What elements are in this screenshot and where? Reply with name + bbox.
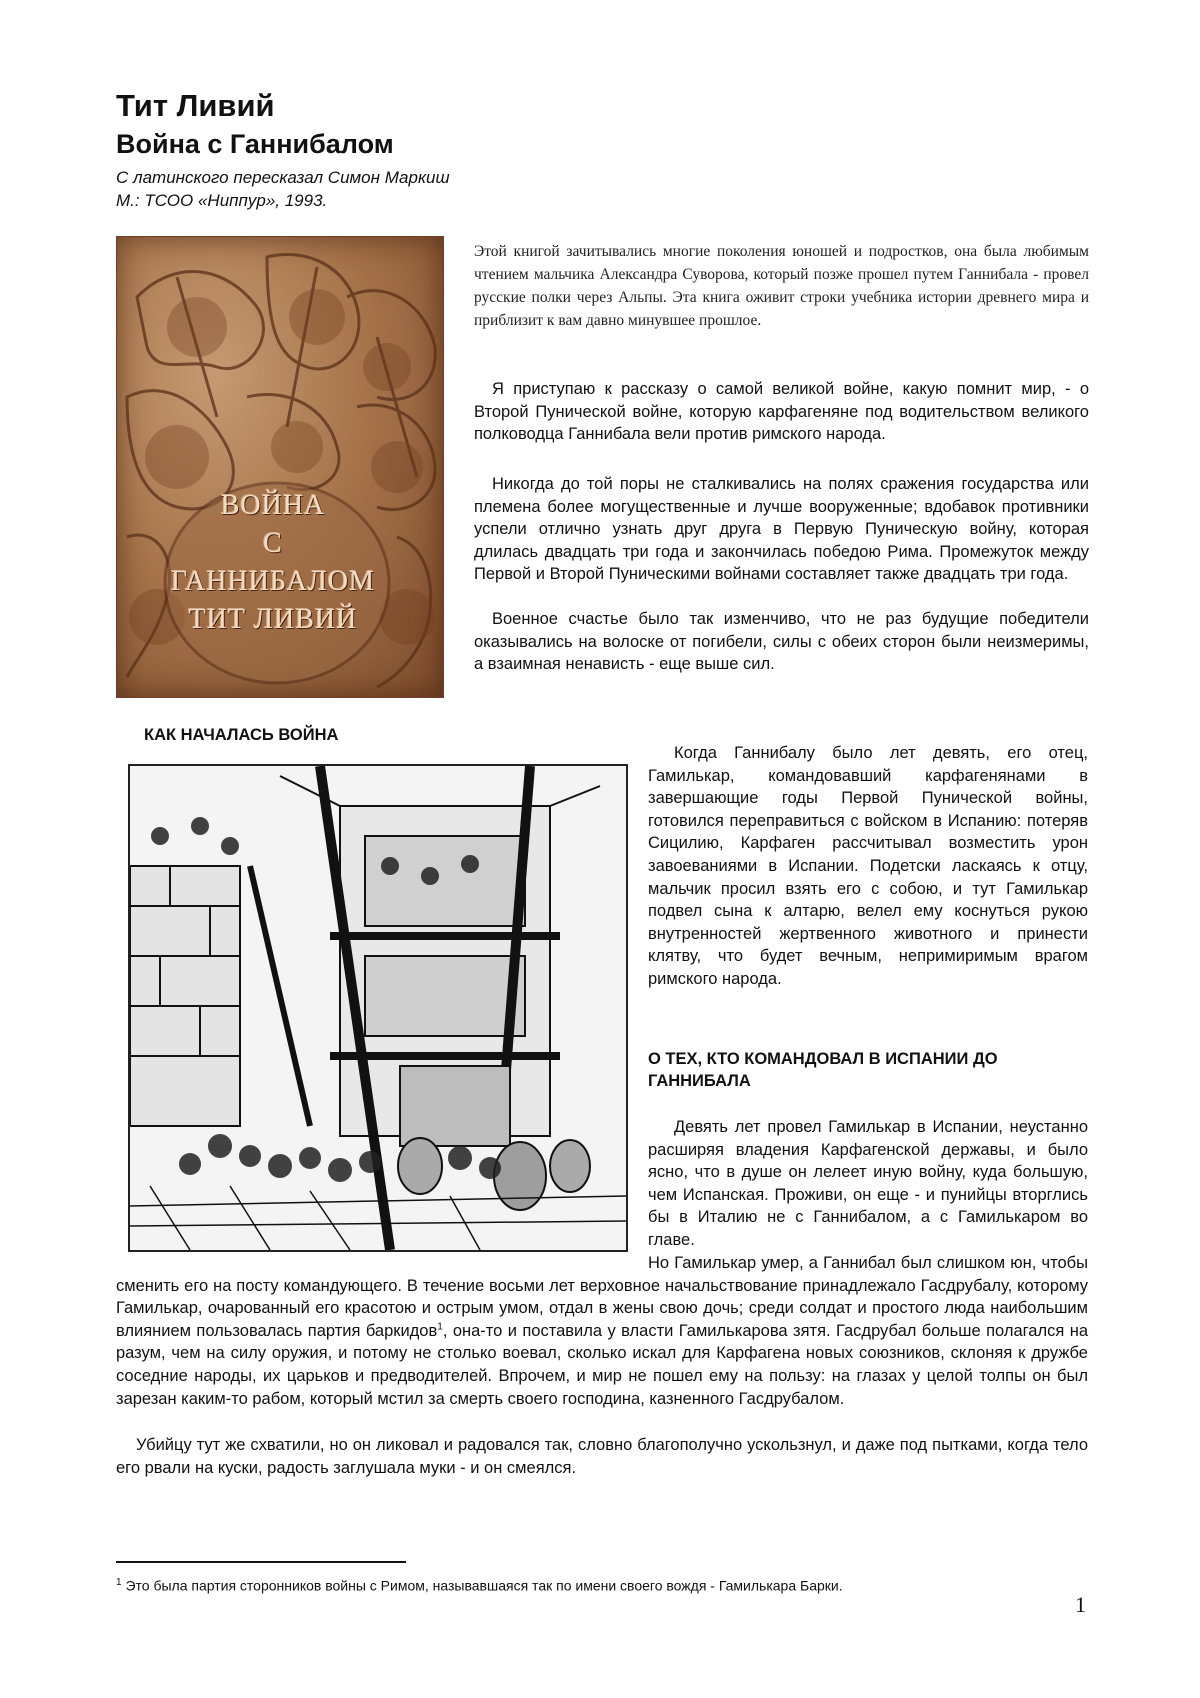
book-cover-image — [116, 236, 444, 698]
cover-line: С — [263, 528, 283, 559]
publication-info — [116, 166, 450, 212]
footnote-marker: 1 — [116, 1577, 122, 1588]
cover-line: ВОЙНА — [220, 490, 326, 521]
paragraph — [116, 1252, 1088, 1410]
footnote-divider — [116, 1561, 406, 1563]
section-heading: КАК НАЧАЛАСЬ ВОЙНА — [144, 726, 339, 744]
paragraph-text: , она-то и поставила у власти Гамилькарова зятя. Гасдрубал больше полагался на разум, чем на силу оружия, и потому не столько воевал, сколько искал для Карфагена новых союзников, склоняя к дружбе соседние народы, их царьков и предводителей. Впрочем, и мир не пошел ему на пользу: на глазах у целой толпы он был зарезан каким-то рабом, который мстил за смерть своего господина, казненного Гасдрубалом. — [116, 1321, 1088, 1408]
cover-title-text — [161, 487, 385, 679]
paragraph: Когда Ганнибалу было лет девять, его отец, Гамилькар, командовавший карфагенянами в завершающие годы Первой Пунической войны, готовился переправиться с войском в Испанию: потеряв Сицилию, Карфаген рассчитывал возместить урон завоеваниями в Испании. Подетски ласкаясь к отцу, мальчик просил взять его с собою, и тут Гамилькар подвел сына к алтарю, велел ему коснуться рукою внутренностей жертвенного животного и принести клятву, что будет вечным, непримиримым врагом римского народа. — [648, 744, 1088, 988]
author-title: Тит Ливий — [116, 88, 275, 123]
siege-tower-drawing — [130, 766, 626, 1250]
paragraph: Убийцу тут же схватили, но он ликовал и радовался так, словно благополучно ускользнул, и даже под пытками, когда тело его рвали на куски, радость заглушала муки - и он смеялся. — [116, 1436, 1088, 1477]
cover-line: ГАННИБАЛОМ — [170, 566, 376, 597]
section-heading: О ТЕХ, КТО КОМАНДОВАЛ В ИСПАНИИ ДО ГАННИБАЛА — [648, 1050, 998, 1090]
footnote-ref[interactable]: 1 — [437, 1321, 443, 1333]
paragraph: Девять лет провел Гамилькар в Испании, неустанно расширяя владения Карфагенской державы, и было ясно, что в душе он лелеет иную войну, куда большую, чем Испанская. Проживи, он еще - и пунийцы вторглись бы в Италию не с Ганнибалом, а с Гамилькаром во главе. — [648, 1118, 1088, 1249]
paragraph: Я приступаю к рассказу о самой великой войне, какую помнит мир, - о Второй Пунической войне, которую карфагеняне под водительством великого полководца Ганнибала вели против римского народа. — [474, 380, 1089, 444]
cover-line: ТИТ ЛИВИЙ — [188, 604, 358, 635]
paragraph: Военное счастье было так изменчиво, что не раз будущие победители оказывались на волоске от погибели, силы с обеих сторон были неизмеримы, а взаимная ненависть - еще выше сил. — [474, 610, 1089, 674]
siege-illustration — [128, 764, 628, 1252]
footnote — [116, 1574, 843, 1595]
book-annotation: Этой книгой зачитывались многие поколения юношей и подростков, она была любимым чтением мальчика Александра Суворова, который позже прошел путем Ганнибала - провел русские полки через Альпы. Эта книга оживит строки учебника истории древнего мира и приблизит к вам давно минувшее прошлое. — [474, 243, 1089, 329]
footnote-text: Это была партия сторонников войны с Римом, называвшаяся так по имени своего вождя - Гамилькара Барки. — [125, 1577, 843, 1594]
paragraph-text: Но Гамилькар умер, а Ганнибал был слишком юн, чтобы сменить его на посту командующего. В течение восьми лет верховное начальствование принадлежало Гасдрубалу, которому Гамилькар, очарованный его красотою и острым умом, отдал в жены свою дочь; среди солдат и простого люда наибольшим влиянием пользовалась партия баркидов — [116, 1254, 1088, 1340]
translator-line: С латинского пересказал Симон Маркиш — [116, 168, 450, 187]
book-title: Война с Ганнибалом — [116, 129, 394, 159]
page-number: 1 — [1075, 1592, 1086, 1617]
paragraph: Никогда до той поры не сталкивались на полях сражения государства или племена более могущественные и лучше вооруженные; вдобавок противники успели отлично узнать друг друга в Первую Пуническую войну, которая длилась двадцать три года и закончилась победою Рима. Промежуток между Первой и Второй Пуническими войнами составляет также двадцать три года. — [474, 475, 1089, 584]
publisher-line: М.: ТСОО «Ниппур», 1993. — [116, 191, 328, 210]
